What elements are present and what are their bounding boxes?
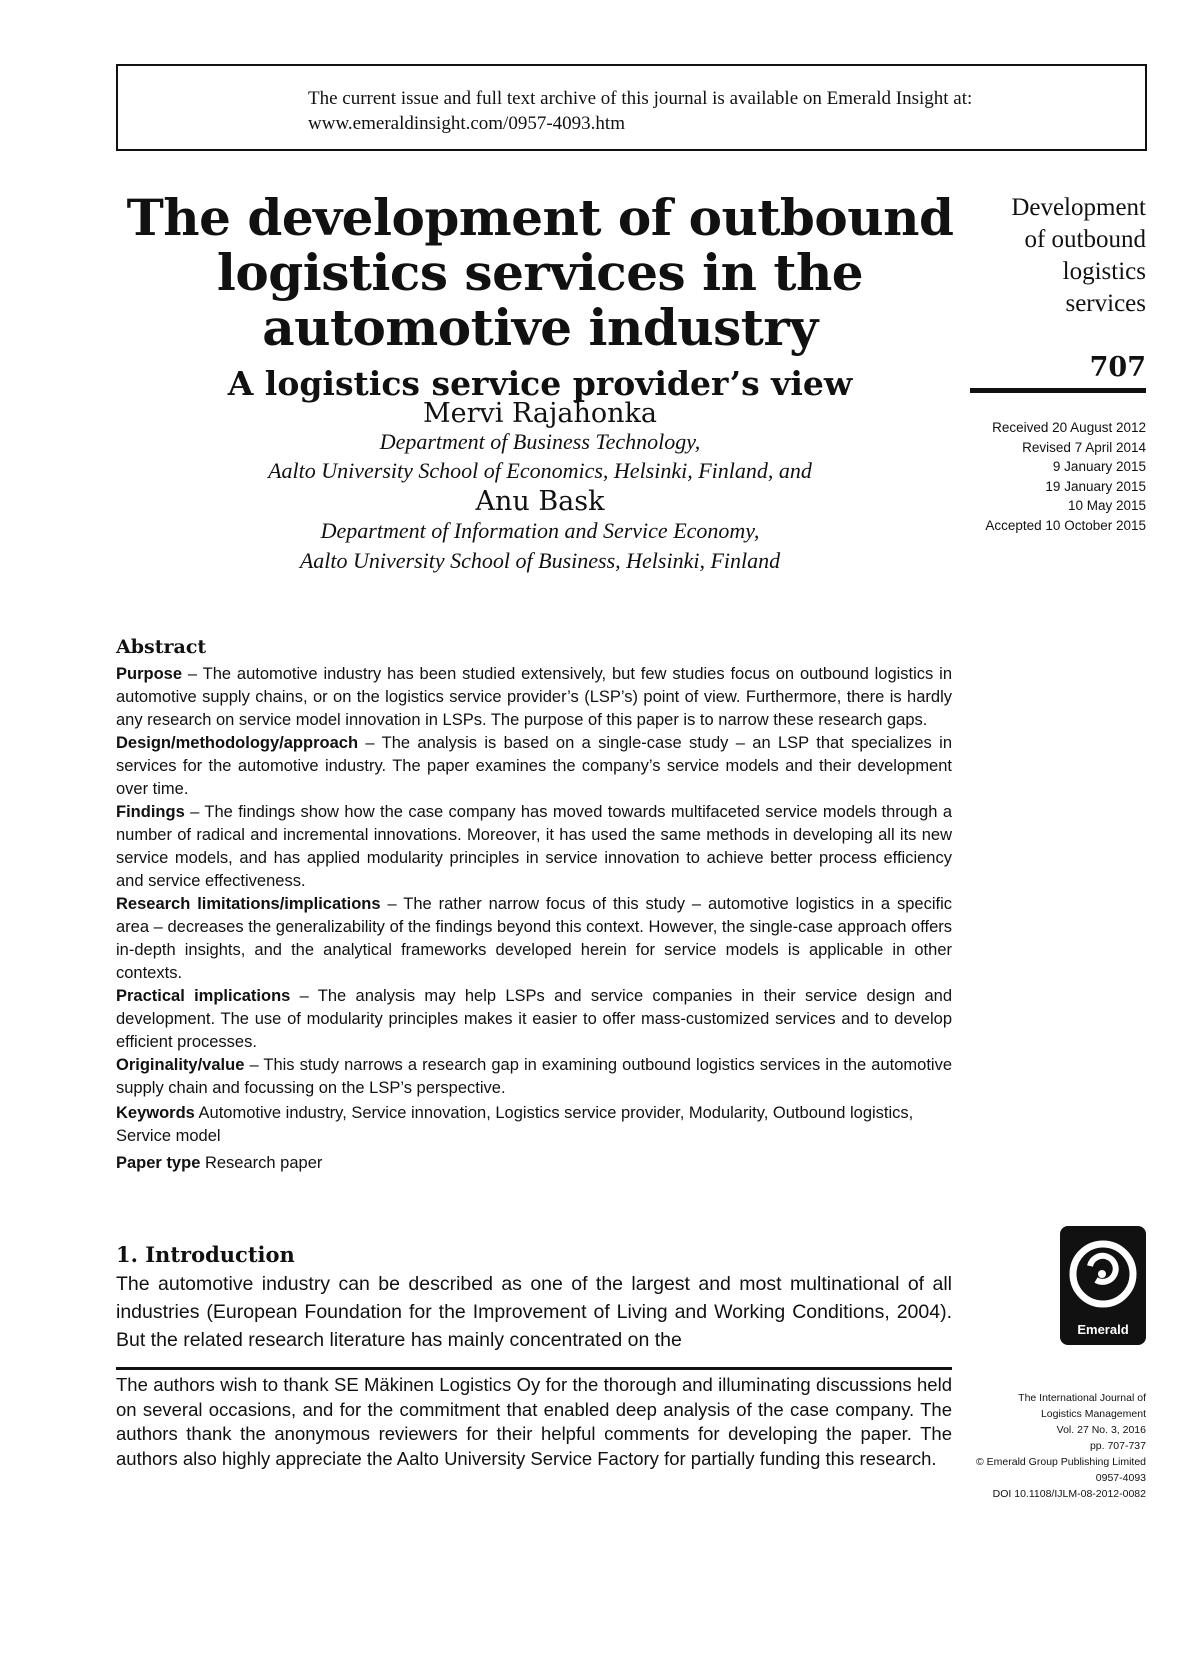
publisher-logo-word: Emerald bbox=[1077, 1322, 1129, 1337]
journal-info-line: Vol. 27 No. 3, 2016 bbox=[1056, 1424, 1146, 1436]
margin-divider bbox=[970, 388, 1146, 393]
abstract-design bbox=[116, 732, 952, 801]
running-head-line: logistics bbox=[1062, 258, 1146, 285]
section-label: Practical implications bbox=[116, 987, 291, 1005]
page-number: 707 bbox=[1089, 352, 1146, 383]
section-text: – The analysis may help LSPs and service companies in their service design and development. The use of modularity principles makes it easier to offer mass-customized services and to develop efficient processes. bbox=[116, 987, 952, 1051]
keywords-label: Keywords bbox=[116, 1104, 195, 1122]
journal-availability-notice bbox=[116, 64, 1147, 151]
date-line: 10 May 2015 bbox=[1067, 498, 1146, 513]
acknowledgement-footnote: The authors wish to thank SE Mäkinen Logistics Oy for the thorough and illuminating discussions held on several occasions, and for the commitment that enabled deep analysis of the case company. The authors thank the anonymous reviewers for their helpful comments for developing the paper. The authors also highly appreciate the Aalto University Service Factory for partially funding this research. bbox=[116, 1374, 952, 1469]
section-text: – The analysis is based on a single-case study – an LSP that specializes in services for the automotive industry. The paper examines the company’s service models and their development over time. bbox=[116, 734, 952, 798]
abstract-heading: Abstract bbox=[116, 636, 207, 658]
author-affiliation: Department of Business Technology, bbox=[379, 429, 701, 454]
section-label: Findings bbox=[116, 803, 185, 821]
section-text: – The findings show how the case company has moved towards multifaceted service models through a number of radical and incremental innovations. Moreover, it has used the same methods in developing all its new service models, and has applied modularity principles in service innovation to achieve better process efficiency and service effectiveness. bbox=[116, 803, 952, 890]
author-name: Anu Bask bbox=[475, 486, 605, 517]
submission-dates bbox=[985, 418, 1146, 535]
article-subtitle: A logistics service provider’s view bbox=[227, 364, 853, 403]
section-label: Design/methodology/approach bbox=[116, 734, 359, 752]
article-title: The development of outbound logistics services in the automotive industry bbox=[126, 188, 954, 357]
running-head-line: of outbound bbox=[1024, 226, 1146, 253]
date-line: Revised 7 April 2014 bbox=[1022, 439, 1146, 455]
journal-info-line: © Emerald Group Publishing Limited bbox=[976, 1456, 1146, 1468]
date-line: 19 January 2015 bbox=[1045, 478, 1146, 494]
journal-info-line: pp. 707-737 bbox=[1089, 1440, 1146, 1452]
author-affiliation: Department of Information and Service Economy, bbox=[320, 518, 760, 543]
section-heading: 1. Introduction bbox=[116, 1242, 295, 1267]
footnote-divider bbox=[116, 1367, 952, 1370]
date-line: 9 January 2015 bbox=[1052, 459, 1146, 474]
journal-info bbox=[976, 1390, 1146, 1502]
section-text: – This study narrows a research gap in examining outbound logistics services in the automotive supply chain and focussing on the LSP’s perspective. bbox=[116, 1056, 952, 1097]
abstract-originality bbox=[116, 1054, 952, 1100]
keywords-text: Automotive industry, Service innovation, Logistics service provider, Modularity, Outbound logistics, Service model bbox=[116, 1104, 914, 1145]
abstract bbox=[116, 636, 952, 1175]
abstract-findings bbox=[116, 801, 952, 893]
journal-url[interactable]: www.emeraldinsight.com/0957-4093.htm bbox=[308, 113, 625, 134]
author-affiliation: Aalto University School of Business, Helsinki, Finland bbox=[299, 548, 781, 573]
section-text: – The rather narrow focus of this study – automotive logistics in a specific area – decreases the generalizability of the findings beyond this context. However, the single-case approach offers in-depth insights, and the analytical frameworks developed herein for service models is applicable in other contexts. bbox=[116, 895, 953, 982]
running-head-line: services bbox=[1065, 290, 1146, 317]
journal-info-line: Logistics Management bbox=[1040, 1408, 1146, 1420]
abstract-paper-type bbox=[116, 1152, 952, 1175]
author-name: Mervi Rajahonka bbox=[422, 398, 657, 429]
abstract-practical bbox=[116, 985, 952, 1054]
date-line: Accepted 10 October 2015 bbox=[985, 517, 1146, 533]
journal-info-line: The International Journal of bbox=[1018, 1392, 1146, 1404]
abstract-keywords bbox=[116, 1102, 952, 1148]
section-text: – The automotive industry has been studied extensively, but few studies focus on outbound logistics in automotive supply chains, or on the logistics service provider’s (LSP’s) point of view. Furthermore, there is hardly any research on service model innovation in LSPs. The purpose of this paper is to narrow these research gaps. bbox=[116, 665, 952, 729]
date-line: Received 20 August 2012 bbox=[992, 420, 1146, 435]
section-label: Purpose bbox=[116, 665, 183, 683]
publisher-logo bbox=[1060, 1226, 1146, 1345]
section-label: Research limitations/implications bbox=[116, 895, 381, 913]
doi[interactable]: DOI 10.1108/IJLM-08-2012-0082 bbox=[992, 1488, 1146, 1500]
journal-info-line: 0957-4093 bbox=[1095, 1472, 1146, 1484]
notice-line: The current issue and full text archive of this journal is available on Emerald Insight at: bbox=[308, 88, 973, 109]
paper-type-label: Paper type bbox=[116, 1154, 201, 1172]
running-head bbox=[1011, 192, 1146, 320]
emerald-swirl-icon bbox=[1060, 1226, 1146, 1326]
author-affiliation: Aalto University School of Economics, Helsinki, Finland, and bbox=[268, 458, 812, 483]
abstract-limitations bbox=[116, 893, 952, 985]
intro-paragraph: The automotive industry can be described as one of the largest and most multinational of all industries (European Foundation for the Improvement of Living and Working Conditions, 2004). But the related research literature has mainly concentrated on the bbox=[116, 1273, 952, 1351]
running-head-line: Development bbox=[1011, 194, 1146, 221]
section-label: Originality/value bbox=[116, 1056, 245, 1074]
abstract-purpose bbox=[116, 663, 952, 732]
paper-type-text: Research paper bbox=[200, 1154, 323, 1172]
